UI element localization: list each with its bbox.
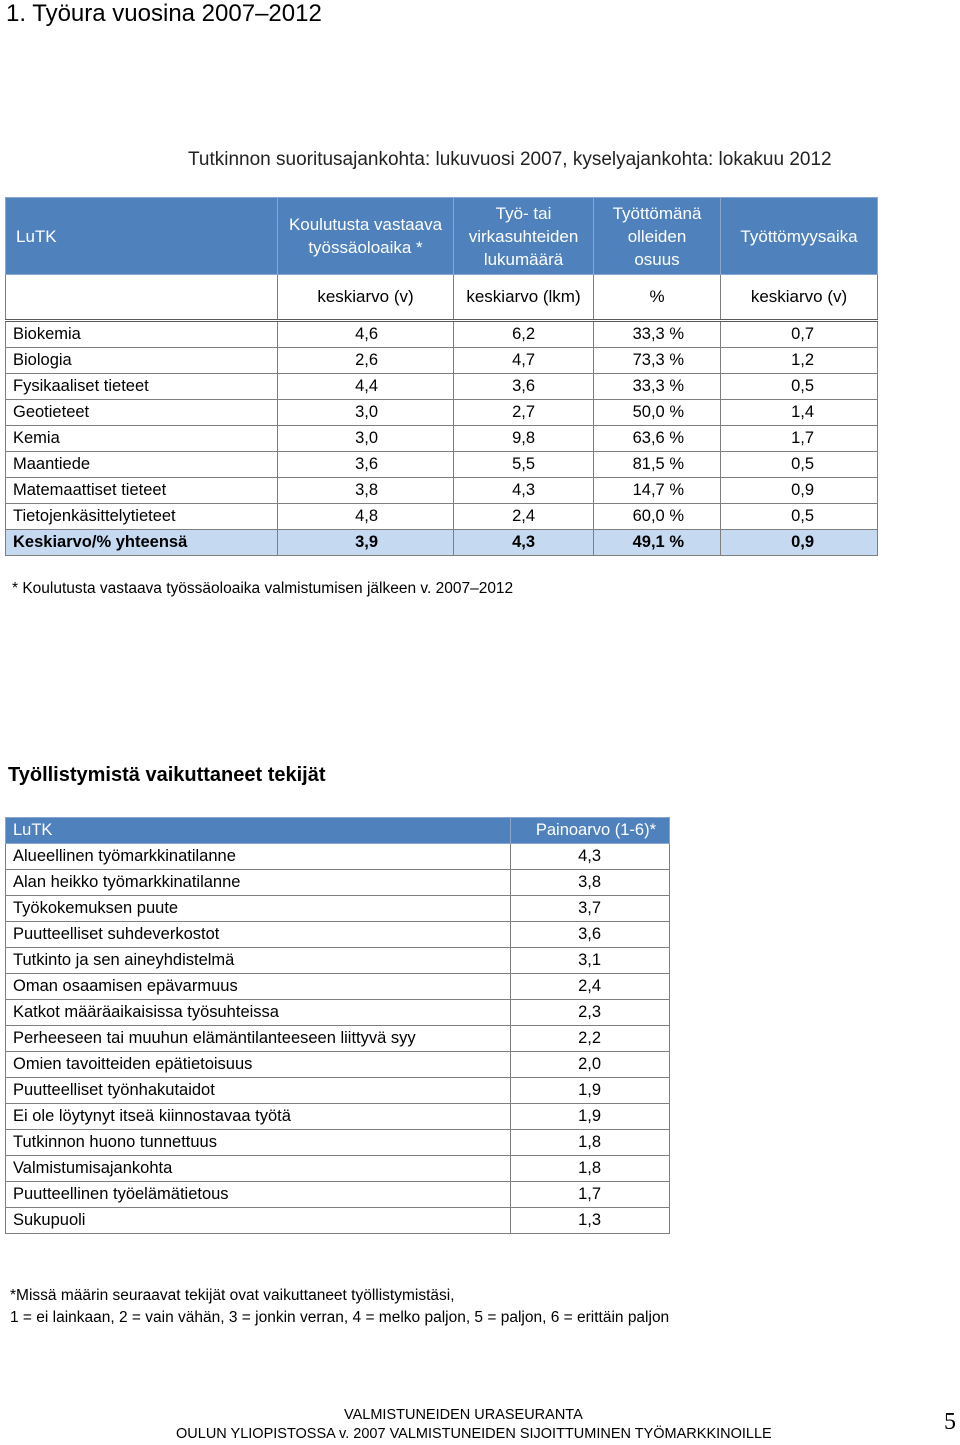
header-unemployment-time: Työttömyysaika xyxy=(721,198,878,275)
header-work-time-line2: työssäoloaika * xyxy=(308,238,423,257)
table-row xyxy=(6,374,878,400)
factor-label: Katkot määräaikaisissa työsuhteissa xyxy=(6,1000,511,1026)
factor-weight: 1,3 xyxy=(511,1208,670,1234)
factor-label: Puutteellinen työelämätietous xyxy=(6,1182,511,1208)
factor-weight: 1,8 xyxy=(511,1130,670,1156)
row-value: 81,5 % xyxy=(594,452,721,478)
table-row xyxy=(6,1052,670,1078)
table-row xyxy=(6,1208,670,1234)
table-row xyxy=(6,1104,670,1130)
row-value: 2,6 xyxy=(278,348,454,374)
row-value: 73,3 % xyxy=(594,348,721,374)
row-value: 60,0 % xyxy=(594,504,721,530)
unit-cell: % xyxy=(594,275,721,321)
table-row xyxy=(6,896,670,922)
total-value: 49,1 % xyxy=(594,530,721,556)
total-row xyxy=(6,530,878,556)
header-unemployed-line1: Työttömänä xyxy=(612,203,702,223)
row-value: 33,3 % xyxy=(594,374,721,400)
header-contracts-line3: lukumäärä xyxy=(483,249,564,269)
total-value: 0,9 xyxy=(721,530,878,556)
factor-label: Työkokemuksen puute xyxy=(6,896,511,922)
row-label: Matemaattiset tieteet xyxy=(6,478,278,504)
factor-label: Puutteelliset suhdeverkostot xyxy=(6,922,511,948)
row-value: 50,0 % xyxy=(594,400,721,426)
row-value: 9,8 xyxy=(454,426,594,452)
table-row xyxy=(6,948,670,974)
row-label: Maantiede xyxy=(6,452,278,478)
row-value: 0,5 xyxy=(721,504,878,530)
unit-cell: keskiarvo (v) xyxy=(721,275,878,321)
row-value: 0,5 xyxy=(721,452,878,478)
total-value: 4,3 xyxy=(454,530,594,556)
table-row xyxy=(6,452,878,478)
table-row xyxy=(6,1182,670,1208)
units-row xyxy=(6,275,878,321)
factor-label: Tutkinnon huono tunnettuus xyxy=(6,1130,511,1156)
row-value: 3,6 xyxy=(278,452,454,478)
table-row xyxy=(6,478,878,504)
footnote-line1: *Missä määrin seuraavat tekijät ovat vaikuttaneet työllistymistäsi, xyxy=(10,1287,455,1304)
row-value: 33,3 % xyxy=(594,321,721,348)
table-row xyxy=(6,870,670,896)
table-row xyxy=(6,844,670,870)
table-row xyxy=(6,1156,670,1182)
row-value: 4,3 xyxy=(454,478,594,504)
row-value: 14,7 % xyxy=(594,478,721,504)
total-label: Keskiarvo/% yhteensä xyxy=(6,530,278,556)
header-unemployed-share xyxy=(594,198,721,275)
factor-label: Oman osaamisen epävarmuus xyxy=(6,974,511,1000)
factor-label: Puutteelliset työnhakutaidot xyxy=(6,1078,511,1104)
factor-label: Perheeseen tai muuhun elämäntilanteeseen liittyvä syy xyxy=(6,1026,511,1052)
table-row xyxy=(6,1130,670,1156)
factor-weight: 3,8 xyxy=(511,870,670,896)
factor-weight: 1,8 xyxy=(511,1156,670,1182)
row-value: 1,2 xyxy=(721,348,878,374)
row-label: Biokemia xyxy=(6,321,278,348)
factor-weight: 1,9 xyxy=(511,1104,670,1130)
factor-weight: 2,4 xyxy=(511,974,670,1000)
row-value: 6,2 xyxy=(454,321,594,348)
row-label: Biologia xyxy=(6,348,278,374)
table-row xyxy=(6,426,878,452)
row-label: Tietojenkäsittelytieteet xyxy=(6,504,278,530)
table1-footnote: * Koulutusta vastaava työssäoloaika valmistumisen jälkeen v. 2007–2012 xyxy=(12,580,514,597)
row-value: 4,4 xyxy=(278,374,454,400)
table2-body xyxy=(6,844,670,1234)
section-title: Työllistymistä vaikuttaneet tekijät xyxy=(8,764,326,786)
row-label: Kemia xyxy=(6,426,278,452)
factor-label: Omien tavoitteiden epätietoisuus xyxy=(6,1052,511,1078)
row-value: 5,5 xyxy=(454,452,594,478)
factor-weight: 3,1 xyxy=(511,948,670,974)
units-empty xyxy=(6,275,278,321)
running-footer-line2: OULUN YLIOPISTOSSA v. 2007 VALMISTUNEIDEN SIJOITTUMINEN TYÖMARKKINOILLE xyxy=(176,1426,772,1442)
header-unemployed-line2: olleiden xyxy=(627,226,687,246)
row-value: 63,6 % xyxy=(594,426,721,452)
page-title: 1. Työura vuosina 2007–2012 xyxy=(6,0,322,27)
table-row xyxy=(6,1000,670,1026)
unit-cell: keskiarvo (lkm) xyxy=(454,275,594,321)
total-value: 3,9 xyxy=(278,530,454,556)
table-header-row xyxy=(6,198,878,275)
row-value: 0,9 xyxy=(721,478,878,504)
header-contracts xyxy=(454,198,594,275)
factors-table xyxy=(5,817,670,1234)
factor-label: Alueellinen työmarkkinatilanne xyxy=(6,844,511,870)
row-value: 3,8 xyxy=(278,478,454,504)
subtitle: Tutkinnon suoritusajankohta: lukuvuosi 2007, kyselyajankohta: lokakuu 2012 xyxy=(188,149,832,170)
row-value: 0,7 xyxy=(721,321,878,348)
table-row xyxy=(6,321,878,348)
table1-body xyxy=(6,321,878,530)
header-lutk: LuTK xyxy=(6,818,511,844)
header-work-time xyxy=(278,198,454,275)
factor-label: Ei ole löytynyt itseä kiinnostavaa työtä xyxy=(6,1104,511,1130)
factor-weight: 1,9 xyxy=(511,1078,670,1104)
header-work-time-line1: Koulutusta vastaava xyxy=(288,215,443,234)
factor-weight: 2,3 xyxy=(511,1000,670,1026)
row-value: 3,0 xyxy=(278,400,454,426)
row-value: 3,0 xyxy=(278,426,454,452)
footnote-line2: 1 = ei lainkaan, 2 = vain vähän, 3 = jonkin verran, 4 = melko paljon, 5 = paljon, 6 = erittäin paljon xyxy=(10,1309,670,1326)
header-unemployed-line3: osuus xyxy=(634,249,680,269)
row-value: 3,6 xyxy=(454,374,594,400)
header-contracts-line1: Työ- tai xyxy=(495,203,552,223)
factor-weight: 2,0 xyxy=(511,1052,670,1078)
unit-cell: keskiarvo (v) xyxy=(278,275,454,321)
running-footer-line1: VALMISTUNEIDEN URASEURANTA xyxy=(344,1407,583,1423)
header-contracts-line2: virkasuhteiden xyxy=(468,226,579,246)
table-row xyxy=(6,1026,670,1052)
row-value: 4,7 xyxy=(454,348,594,374)
factor-label: Valmistumisajankohta xyxy=(6,1156,511,1182)
factor-label: Sukupuoli xyxy=(6,1208,511,1234)
table-row xyxy=(6,504,878,530)
table-header-row xyxy=(6,818,670,844)
factor-weight: 2,2 xyxy=(511,1026,670,1052)
header-lutk: LuTK xyxy=(6,198,278,275)
factor-weight: 3,7 xyxy=(511,896,670,922)
row-value: 1,7 xyxy=(721,426,878,452)
row-value: 2,7 xyxy=(454,400,594,426)
factor-label: Tutkinto ja sen aineyhdistelmä xyxy=(6,948,511,974)
table-row xyxy=(6,922,670,948)
page-number: 5 xyxy=(944,1409,956,1435)
factor-weight: 1,7 xyxy=(511,1182,670,1208)
row-label: Geotieteet xyxy=(6,400,278,426)
factor-label: Alan heikko työmarkkinatilanne xyxy=(6,870,511,896)
table-row xyxy=(6,400,878,426)
row-value: 0,5 xyxy=(721,374,878,400)
factor-weight: 4,3 xyxy=(511,844,670,870)
employment-stats-table xyxy=(5,197,878,556)
row-value: 4,6 xyxy=(278,321,454,348)
header-weight: Painoarvo (1-6)* xyxy=(511,818,670,844)
row-value: 2,4 xyxy=(454,504,594,530)
factor-weight: 3,6 xyxy=(511,922,670,948)
table-row xyxy=(6,1078,670,1104)
row-value: 1,4 xyxy=(721,400,878,426)
row-value: 4,8 xyxy=(278,504,454,530)
table-row xyxy=(6,974,670,1000)
table-row xyxy=(6,348,878,374)
row-label: Fysikaaliset tieteet xyxy=(6,374,278,400)
